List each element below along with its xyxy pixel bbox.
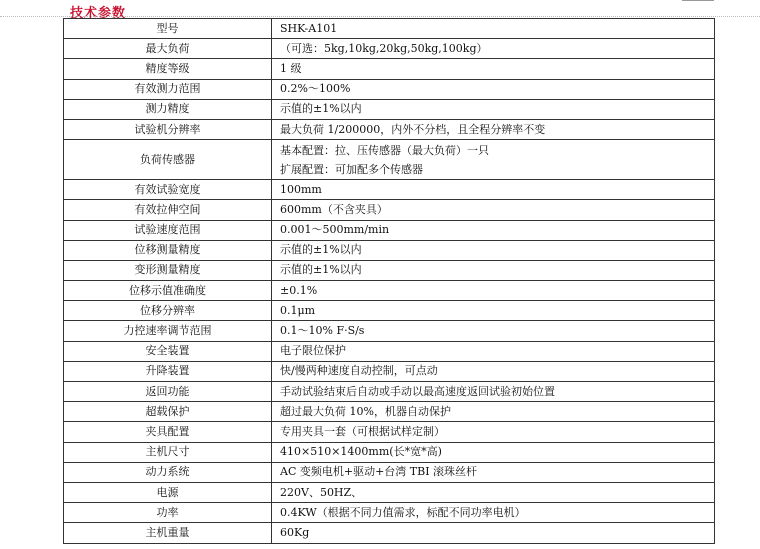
spec-value: 1 级 <box>272 59 715 79</box>
table-row <box>64 240 715 260</box>
spec-value: 220V、50HZ、 <box>272 482 715 502</box>
spec-label: 位移测量精度 <box>64 240 272 260</box>
spec-label: 夹具配置 <box>64 422 272 442</box>
spec-label: 试验速度范围 <box>64 220 272 240</box>
spec-value: （可选：5kg,10kg,20kg,50kg,100kg） <box>272 39 715 59</box>
table-row <box>64 301 715 321</box>
table-row <box>64 402 715 422</box>
spec-label: 动力系统 <box>64 462 272 482</box>
spec-value: 60Kg <box>272 523 715 543</box>
spec-value: 示值的±1%以内 <box>272 99 715 119</box>
spec-label: 功率 <box>64 503 272 523</box>
spec-label: 变形测量精度 <box>64 260 272 280</box>
heading-divider <box>0 16 760 17</box>
spec-label: 主机重量 <box>64 523 272 543</box>
spec-value: 100mm <box>272 180 715 200</box>
spec-value: 手动试验结束后自动或手动以最高速度返回试验初始位置 <box>272 382 715 402</box>
spec-value: ±0.1% <box>272 281 715 301</box>
table-row <box>64 99 715 119</box>
table-row <box>64 482 715 502</box>
spec-label: 返回功能 <box>64 382 272 402</box>
spec-value-line: 扩展配置：可加配多个传感器 <box>280 162 423 176</box>
table-row <box>64 281 715 301</box>
spec-value-line: 基本配置：拉、压传感器（最大负荷）一只 <box>280 143 489 157</box>
spec-value: 电子限位保护 <box>272 341 715 361</box>
spec-label: 测力精度 <box>64 99 272 119</box>
table-row <box>64 361 715 381</box>
spec-value: SHK-A101 <box>272 19 715 39</box>
table-row <box>64 180 715 200</box>
spec-label: 精度等级 <box>64 59 272 79</box>
table-row <box>64 79 715 99</box>
spec-value: 快/慢两种速度自动控制，可点动 <box>272 361 715 381</box>
spec-label: 位移示值准确度 <box>64 281 272 301</box>
table-row <box>64 59 715 79</box>
spec-label: 试验机分辨率 <box>64 119 272 139</box>
spec-value: 410×510×1400mm(长*宽*高) <box>272 442 715 462</box>
table-row <box>64 119 715 139</box>
table-row <box>64 462 715 482</box>
spec-value: 0.1μm <box>272 301 715 321</box>
spec-label: 主机尺寸 <box>64 442 272 462</box>
table-row <box>64 422 715 442</box>
spec-label: 负荷传感器 <box>64 140 272 180</box>
spec-value: 0.4KW（根据不同力值需求，标配不同功率电机） <box>272 503 715 523</box>
spec-label: 电源 <box>64 482 272 502</box>
spec-value: 0.1～10% F·S/s <box>272 321 715 341</box>
spec-label: 有效测力范围 <box>64 79 272 99</box>
spec-label: 有效试验宽度 <box>64 180 272 200</box>
table-row <box>64 382 715 402</box>
spec-table <box>63 18 715 544</box>
spec-value: AC 变频电机+驱动+台湾 TBI 滚珠丝杆 <box>272 462 715 482</box>
spec-label: 安全装置 <box>64 341 272 361</box>
spec-label: 升降装置 <box>64 361 272 381</box>
table-row <box>64 503 715 523</box>
top-right-rule <box>682 0 714 1</box>
spec-value: 0.2%～100% <box>272 79 715 99</box>
spec-label: 位移分辨率 <box>64 301 272 321</box>
table-row <box>64 39 715 59</box>
spec-label: 最大负荷 <box>64 39 272 59</box>
spec-label: 有效拉伸空间 <box>64 200 272 220</box>
spec-value: 示值的±1%以内 <box>272 240 715 260</box>
section-heading: 技术参数 <box>70 6 127 21</box>
spec-label: 超载保护 <box>64 402 272 422</box>
table-row <box>64 341 715 361</box>
spec-value: 超过最大负荷 10%，机器自动保护 <box>272 402 715 422</box>
spec-label: 型号 <box>64 19 272 39</box>
spec-value: 600mm（不含夹具） <box>272 200 715 220</box>
spec-value: 最大负荷 1/200000，内外不分档，且全程分辨率不变 <box>272 119 715 139</box>
spec-label: 力控速率调节范围 <box>64 321 272 341</box>
table-row <box>64 523 715 543</box>
table-row <box>64 442 715 462</box>
table-row <box>64 19 715 39</box>
spec-value: 示值的±1%以内 <box>272 260 715 280</box>
table-row <box>64 140 715 180</box>
spec-value: 专用夹具一套（可根据试样定制） <box>272 422 715 442</box>
spec-value <box>272 140 715 180</box>
spec-value: 0.001～500mm/min <box>272 220 715 240</box>
table-row <box>64 321 715 341</box>
table-row <box>64 200 715 220</box>
table-row <box>64 220 715 240</box>
table-row <box>64 260 715 280</box>
